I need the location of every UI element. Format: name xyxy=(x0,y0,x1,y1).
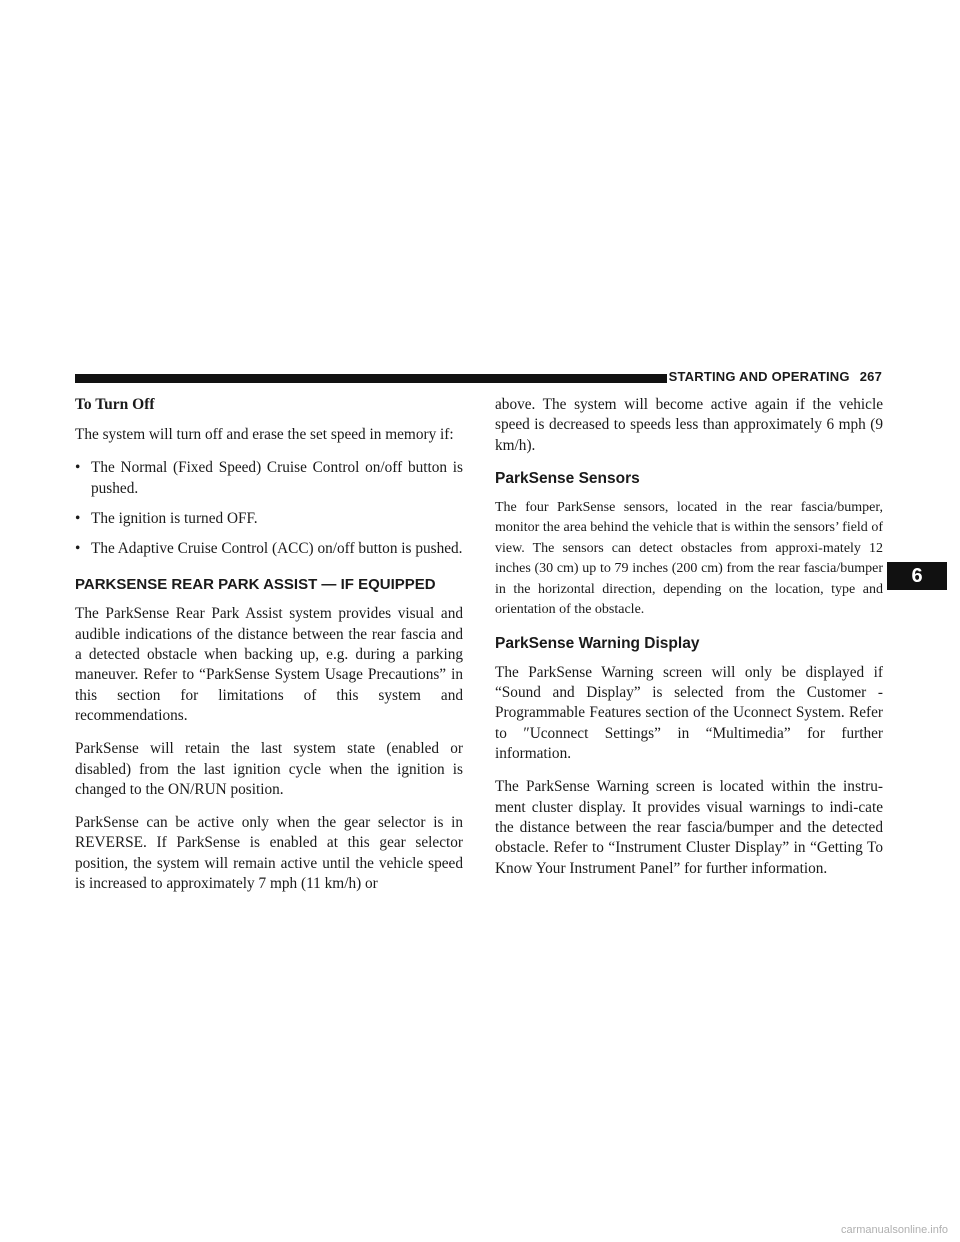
page-number: 267 xyxy=(859,369,882,384)
sensors-paragraph: The four ParkSense sensors, located in the rear fascia/bumper, monitor the area behind the vehicle that is within the sensors’ field of view. The sensors can detect obstacles from approxi-mately 12 inches (30 cm) up to 79 inches (200 cm) from the rear fascia/bumper in the horizontal direction, depending on the location, type and orientation of the obstacle. xyxy=(495,499,883,618)
subhead-to-turn-off: To Turn Off xyxy=(75,396,155,413)
header-rule xyxy=(75,374,667,383)
bullet-icon: • xyxy=(75,459,81,477)
list-item: • The Normal (Fixed Speed) Cruise Control on/off button is pushed. xyxy=(75,459,463,497)
heading-warning-display: ParkSense Warning Display xyxy=(495,634,700,652)
list-item: • The ignition is turned OFF. xyxy=(75,509,463,529)
section-title: STARTING AND OPERATING xyxy=(668,369,850,384)
watermark: carmanualsonline.info xyxy=(840,1224,948,1236)
paragraph: The ParkSense Warning screen is located within the instru-ment cluster display. It provides visual warnings to indi-cate the distance between the rear fascia/bumper and the detected obstacle. Refer to “Instrument Cluster Display” in “Getting To Know Your Instrument Panel” for further information. xyxy=(495,778,883,877)
chapter-tab: 6 xyxy=(887,562,947,590)
list-item: • The Adaptive Cruise Control (ACC) on/off button is pushed. xyxy=(75,539,463,559)
bullet-icon: • xyxy=(75,509,81,527)
bullet-icon: • xyxy=(75,540,81,558)
heading-parksense-sensors: ParkSense Sensors xyxy=(495,469,640,487)
left-column xyxy=(75,395,463,907)
turn-off-conditions-list xyxy=(75,458,463,559)
paragraph: The ParkSense Warning screen will only be displayed if “Sound and Display” is selected from the Customer - Programmable Features section of the Uconnect System. Refer to ″Uconnect Settings” in “Multimedia” for further information. xyxy=(495,663,883,763)
right-column xyxy=(495,395,883,892)
turn-off-intro: The system will turn off and erase the set speed in memory if: xyxy=(75,426,454,443)
paragraph: ParkSense will retain the last system state (enabled or disabled) from the last ignition cycle when the ignition is changed to the ON/RUN position. xyxy=(75,740,463,798)
paragraph: ParkSense can be active only when the gear selector is in REVERSE. If ParkSense is enabled at this gear selector position, the system will remain active until the vehicle speed is increased to approximately 7 mph (11 km/h) or xyxy=(75,814,463,893)
section-heading-parksense: PARKSENSE REAR PARK ASSIST — IF EQUIPPED xyxy=(75,576,436,594)
page-header xyxy=(669,369,882,384)
paragraph-continuation: above. The system will become active again if the vehicle speed is decreased to speeds less than approximately 6 mph (9 km/h). xyxy=(495,396,883,454)
paragraph: The ParkSense Rear Park Assist system provides visual and audible indications of the distance between the rear fascia and a detected obstacle when backing up, e.g. during a parking maneuver. Refer to “ParkSense System Usage Precautions” in this section for limitations of this system and recommendations. xyxy=(75,605,463,724)
